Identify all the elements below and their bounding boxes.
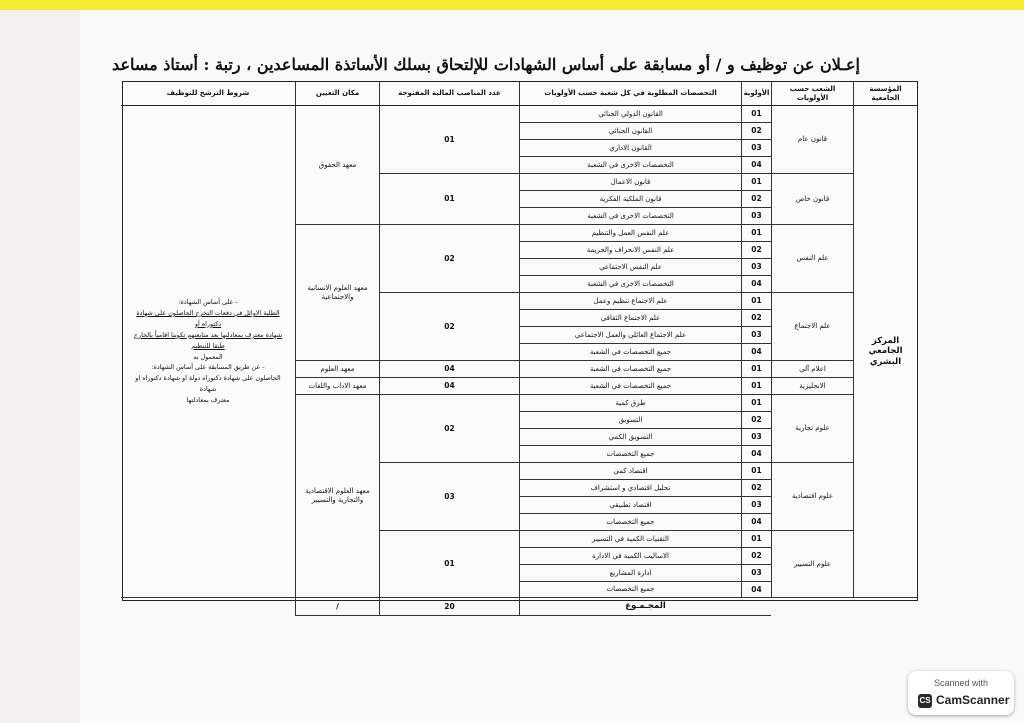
camscanner-watermark — [908, 671, 1014, 715]
specialty-cell: التخصصات الاخرى في الشعبة — [519, 208, 741, 225]
priority-cell: 01 — [741, 531, 771, 548]
priority-cell: 01 — [741, 174, 771, 191]
specialty-cell: جميع التخصصات في الشعبة — [519, 361, 741, 378]
condition-line: معترف بمعادلتها — [186, 396, 230, 405]
priority-cell: 03 — [741, 327, 771, 344]
branch-cell: علوم التسيير — [771, 531, 853, 598]
specialty-cell: التخصصات الاخرى في الشعبة — [519, 276, 741, 293]
specialty-cell: تحليل اقتصادي و استشراف — [519, 480, 741, 497]
total-posts-cell: 20 — [379, 598, 519, 616]
priority-cell: 02 — [741, 412, 771, 429]
specialty-cell: علم الاجتماع الثقافي — [519, 310, 741, 327]
branch-cell: قانون خاص — [771, 174, 853, 225]
specialty-cell: اقتصاد كمي — [519, 463, 741, 480]
priority-cell: 03 — [741, 208, 771, 225]
specialty-cell: طرق كمية — [519, 395, 741, 412]
specialty-cell: الاساليب الكمية في الادارة — [519, 548, 741, 565]
specialty-cell: قانون الاعمال — [519, 174, 741, 191]
specialty-cell: علم النفس العمل والتنظيم — [519, 225, 741, 242]
branch-cell: علم النفس — [771, 225, 853, 293]
posts-cell: 04 — [379, 361, 519, 378]
total-label-cell: المجـمـوع — [519, 598, 771, 616]
priority-cell: 03 — [741, 140, 771, 157]
specialty-cell: علم الاجتماع العائلي والعمل الاجتماعي — [519, 327, 741, 344]
branch-cell: الانجليزية — [771, 378, 853, 395]
place-cell: معهد الحقوق — [295, 106, 379, 225]
branch-cell: قانون عام — [771, 106, 853, 174]
condition-line: شهادة معترف بمعادلتها بعد متابعتهم تكوينا اقامياً بالخارج طبقا للتنظيم — [133, 330, 283, 350]
condition-line: المعمول به — [193, 352, 223, 361]
header-conditions: شروط الترشح للتوظيف — [121, 82, 295, 106]
branch-cell: علم الاجتماع — [771, 293, 853, 361]
priority-cell: 04 — [741, 157, 771, 174]
posts-cell: 01 — [379, 174, 519, 225]
posts-cell: 02 — [379, 293, 519, 361]
place-cell: معهد العلوم الانسانية والاجتماعية — [295, 225, 379, 361]
specialty-cell: القانون الجنائي — [519, 123, 741, 140]
place-cell: معهد العلوم — [295, 361, 379, 378]
priority-cell: 03 — [741, 429, 771, 446]
priority-cell: 01 — [741, 225, 771, 242]
specialty-cell: التسويق — [519, 412, 741, 429]
page-title: إعـلان عن توظيف و / أو مسابقة على أساس الشهادات للإلتحاق بسلك الأساتذة المساعدين ، رتبة : أستاذ مساعد — [112, 55, 860, 74]
posts-cell: 02 — [379, 395, 519, 463]
priority-cell: 04 — [741, 276, 771, 293]
watermark-app-name: CamScanner — [936, 693, 1010, 707]
university-center-cell: المركز الجامعي البشري — [853, 106, 917, 598]
header-place: مكان التعيين — [295, 82, 379, 106]
yellow-highlight-band — [0, 0, 1024, 10]
specialty-cell: التقنيات الكمية في التسيير — [519, 531, 741, 548]
condition-line: الحاصلون على شهادة دكتوراه دولة او شهادة دكتوراه او شهادة — [135, 374, 281, 394]
condition-line: - عن طريق المسابقة على أساس الشهادة: — [151, 363, 265, 372]
priority-cell: 01 — [741, 395, 771, 412]
priority-cell: 01 — [741, 293, 771, 310]
specialty-cell: علم الاجتماع تنظيم وعمل — [519, 293, 741, 310]
specialty-cell: جميع التخصصات في الشعبة — [519, 344, 741, 361]
priority-cell: 02 — [741, 191, 771, 208]
priority-cell: 02 — [741, 123, 771, 140]
posts-cell: 02 — [379, 225, 519, 293]
priority-cell: 04 — [741, 344, 771, 361]
specialty-cell: جميع التخصصات — [519, 446, 741, 463]
specialty-cell: جميع التخصصات — [519, 514, 741, 531]
priority-cell: 02 — [741, 242, 771, 259]
posts-cell: 03 — [379, 463, 519, 531]
total-place-cell: / — [295, 598, 379, 616]
conditions-cell — [121, 106, 295, 598]
specialty-cell: القانون الاداري — [519, 140, 741, 157]
posts-cell: 01 — [379, 531, 519, 598]
posts-cell: 04 — [379, 378, 519, 395]
place-cell: معهد الاداب واللغات — [295, 378, 379, 395]
priority-cell: 01 — [741, 361, 771, 378]
priority-cell: 01 — [741, 463, 771, 480]
posts-cell: 01 — [379, 106, 519, 174]
watermark-caption: Scanned with — [933, 678, 989, 688]
branch-cell: علوم اقتصادية — [771, 463, 853, 531]
priority-cell: 04 — [741, 514, 771, 531]
header-branch: الشعب حسب الأولويات — [771, 82, 853, 106]
specialty-cell: قانون الملكية الفكرية — [519, 191, 741, 208]
branch-cell: اعلام آلي — [771, 361, 853, 378]
specialty-cell: جميع التخصصات في الشعبة — [519, 378, 741, 395]
place-cell: معهد العلوم الاقتصادية والتجارية والتسيير — [295, 395, 379, 598]
priority-cell: 03 — [741, 259, 771, 276]
header-center: المؤسسة الجامعية — [853, 82, 917, 106]
priority-cell: 04 — [741, 446, 771, 463]
specialty-cell: علم النفس الاجتماعي — [519, 259, 741, 276]
priority-cell: 03 — [741, 565, 771, 582]
header-specialties: التخصصات المطلوبة في كل شعبة حسب الأولويات — [519, 82, 741, 106]
priority-cell: 04 — [741, 582, 771, 598]
condition-line: الطلبة الاوائل في دفعات التخرج الحاصلون على شهادة دكتوراه أو — [136, 308, 280, 328]
priority-cell: 02 — [741, 548, 771, 565]
specialty-cell: القانون الدولي الجنائي — [519, 106, 741, 123]
recruitment-table — [122, 81, 918, 612]
specialty-cell: ادارة المشاريع — [519, 565, 741, 582]
priority-cell: 01 — [741, 106, 771, 123]
priority-cell: 01 — [741, 378, 771, 395]
header-priority: الأولوية — [741, 82, 771, 106]
specialty-cell: جميع التخصصات — [519, 582, 741, 598]
priority-cell: 02 — [741, 480, 771, 497]
specialty-cell: علم النفس الانحراف والجريمة — [519, 242, 741, 259]
condition-line: - على أساس الشهادة: — [178, 298, 238, 307]
specialty-cell: التخصصات الاخرى في الشعبة — [519, 157, 741, 174]
priority-cell: 02 — [741, 310, 771, 327]
specialty-cell: اقتصاد تطبيقي — [519, 497, 741, 514]
header-posts: عدد المناصب المالية المفتوحة — [379, 82, 519, 106]
camscanner-logo-icon: CS — [918, 694, 932, 708]
branch-cell: علوم تجارية — [771, 395, 853, 463]
specialty-cell: التسويق الكمي — [519, 429, 741, 446]
priority-cell: 03 — [741, 497, 771, 514]
